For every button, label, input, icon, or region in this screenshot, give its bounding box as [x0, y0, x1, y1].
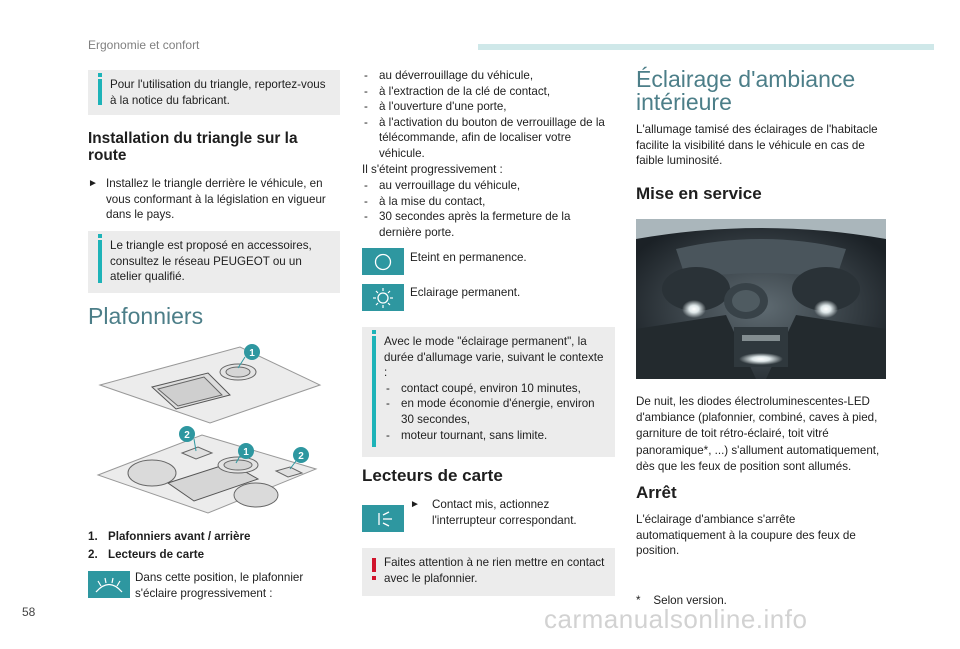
- note-accessory: [88, 231, 340, 293]
- callout-label: 2: [184, 430, 190, 441]
- section-header: Ergonomie et confort: [88, 38, 200, 52]
- install-title: Installation du triangle sur la route: [88, 130, 298, 164]
- legend-item: 1. Plafonniers avant / arrière: [88, 530, 251, 543]
- off-list: [362, 178, 612, 240]
- info-icon: [98, 240, 102, 283]
- mise-title: Mise en service: [636, 184, 762, 203]
- mise-text: De nuit, les diodes électroluminescentes-LED d'ambiance (plafonnier, combiné, caves à pied, garniture de toit rétro-éclairé, toit vitré panoramique*, ...) s'allument automatiquement, dès que les feux de position sont allumés.: [636, 395, 880, 473]
- note-accessory-text: Le triangle est proposé en accessoires, consultez le réseau PEUGEOT ou un atelier qualifié.: [110, 239, 312, 284]
- lamp-on-icon: [362, 284, 404, 311]
- info-icon: [372, 336, 376, 447]
- list-item: - à l'activation du bouton de verrouillage de la télécommande, afin de localiser votre véhicule.: [362, 115, 612, 162]
- ambiance-title: Éclairage d'ambiance intérieure: [636, 66, 856, 115]
- list-item: - au verrouillage du véhicule,: [362, 178, 612, 194]
- install-step-text: Installez le triangle derrière le véhicule, en vous conformant à la législation en vigueur dans le pays.: [106, 177, 326, 222]
- on-list: [362, 68, 612, 162]
- list-item: - moteur tournant, sans limite.: [384, 428, 607, 444]
- watermark: carmanualsonline.info: [544, 604, 808, 634]
- plafonnier-diagram: [90, 335, 330, 520]
- plafonniers-title: Plafonniers: [88, 303, 204, 329]
- callout-label: 1: [249, 348, 255, 359]
- step-arrow-icon: ►: [410, 499, 420, 510]
- list-item: - à la mise du contact,: [362, 194, 612, 210]
- ambiance-intro: L'allumage tamisé des éclairages de l'habitacle facilite la visibilité dans le véhicule en cas de faible luminosité.: [636, 123, 878, 168]
- warning-note: [362, 548, 615, 596]
- list-item: - 30 secondes après la fermeture de la dernière porte.: [362, 209, 612, 240]
- lamp-off-icon: [362, 248, 404, 275]
- warning-text: Faites attention à ne rien mettre en contact avec le plafonnier.: [384, 556, 605, 585]
- note-triangle-text: Pour l'utilisation du triangle, reportez-vous à la notice du fabricant.: [110, 78, 326, 107]
- arret-title: Arrêt: [636, 483, 677, 502]
- map-reader-icon: [362, 505, 404, 532]
- list-item: - à l'extraction de la clé de contact,: [362, 84, 612, 100]
- note-triangle: [88, 70, 340, 115]
- callout-label: 1: [243, 447, 249, 458]
- header-bar: [478, 44, 934, 50]
- step-arrow-icon: ►: [88, 178, 98, 189]
- ambient-interior-photo: [636, 219, 886, 379]
- front-ceiling-light: [100, 347, 320, 423]
- list-item: - au déverrouillage du véhicule,: [362, 68, 612, 84]
- lecteurs-title: Lecteurs de carte: [362, 466, 503, 485]
- callout-label: 2: [298, 451, 304, 462]
- on-permanent: Eclairage permanent.: [410, 286, 521, 299]
- lecteurs-step: [410, 497, 610, 528]
- legend-item: 2. Lecteurs de carte: [88, 548, 205, 561]
- list-item: - contact coupé, environ 10 minutes,: [384, 381, 607, 397]
- progressive-text: Dans cette position, le plafonnier s'éclaire progressivement :: [135, 571, 304, 600]
- note-mode-intro: Avec le mode "éclairage permanent", la durée d'allumage varie, suivant le contexte :: [384, 335, 604, 380]
- off-intro: Il s'éteint progressivement :: [362, 163, 503, 176]
- lamp-progressive-icon: [88, 571, 130, 598]
- info-icon: [98, 79, 102, 105]
- note-mode-list: [384, 381, 607, 443]
- note-mode: [362, 327, 615, 457]
- diagram-legend: [88, 529, 338, 563]
- list-item: - à l'ouverture d'une porte,: [362, 99, 612, 115]
- footnote: * Selon version.: [636, 594, 727, 607]
- page-number: 58: [22, 605, 36, 619]
- rear-ceiling-light: [98, 435, 316, 513]
- warning-icon: [372, 558, 376, 572]
- list-item: - en mode économie d'énergie, environ 30 secondes,: [384, 396, 607, 427]
- install-step: [88, 176, 338, 223]
- arret-text: L'éclairage d'ambiance s'arrête automatiquement à la coupure des feux de position.: [636, 513, 856, 558]
- lecteurs-step-text: Contact mis, actionnez l'interrupteur correspondant.: [432, 498, 577, 527]
- off-permanent: Eteint en permanence.: [410, 251, 527, 264]
